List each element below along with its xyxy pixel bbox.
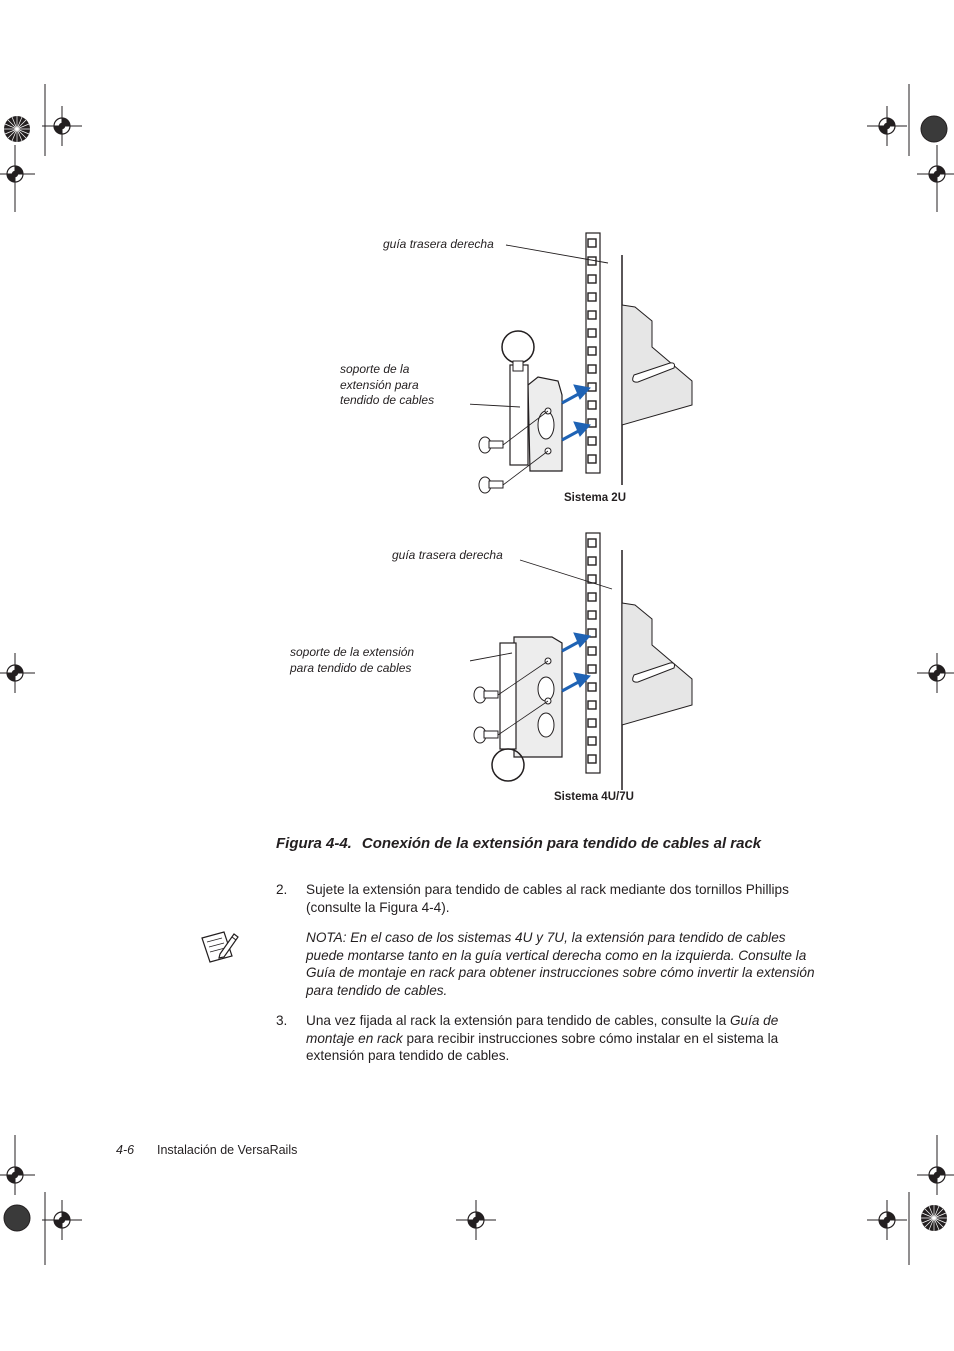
step-number: 3. bbox=[276, 1013, 288, 1028]
rack-illustration-4u7u bbox=[470, 525, 710, 795]
label-rail-2u: guía trasera derecha bbox=[383, 237, 494, 251]
note-text: NOTA: En el caso de los sistemas 4U y 7U, la extensión para tendido de cables puede montarse tanto en la guía vertical derecha como en la izquierda. Consulte la Guía de montaje en rack para obtener instrucciones sobre cómo invertir la extensión para tendido de cables. bbox=[306, 930, 815, 998]
label-bracket-2u: soporte de la extensión para tendido de cables bbox=[340, 362, 435, 407]
step-number: 2. bbox=[276, 882, 288, 897]
step-text: Una vez fijada al rack la extensión para tendido de cables, consulte la Guía de montaje en rack para recibir instrucciones sobre cómo instalar en el sistema la extensión para tendido de cables. bbox=[306, 1013, 779, 1063]
figure-caption bbox=[276, 835, 761, 852]
system-label-4u7u: Sistema 4U/7U bbox=[554, 791, 634, 803]
caption-number: Figura 4-4. bbox=[276, 835, 352, 852]
screw-icon bbox=[479, 437, 503, 493]
screw-icon bbox=[474, 687, 498, 743]
color-target-icon bbox=[4, 116, 30, 142]
manual-reference: Guía de montaje en rack bbox=[306, 1013, 779, 1046]
step-text: Sujete la extensión para tendido de cables al rack mediante dos tornillos Phillips (consulte la Figura 4-4). bbox=[306, 882, 789, 915]
system-label-2u: Sistema 2U bbox=[564, 492, 627, 504]
rack-illustration-2u bbox=[470, 225, 710, 495]
page-number: 4-6 bbox=[116, 1143, 135, 1157]
section-title: Instalación de VersaRails bbox=[157, 1143, 298, 1157]
label-bracket-4u7u: soporte de la extensión para tendido de cables bbox=[290, 645, 415, 675]
caption-title: Conexión de la extensión para tendido de cables al rack bbox=[361, 835, 762, 852]
note-pencil-icon bbox=[198, 928, 242, 968]
label-rail-4u7u: guía trasera derecha bbox=[392, 548, 503, 562]
